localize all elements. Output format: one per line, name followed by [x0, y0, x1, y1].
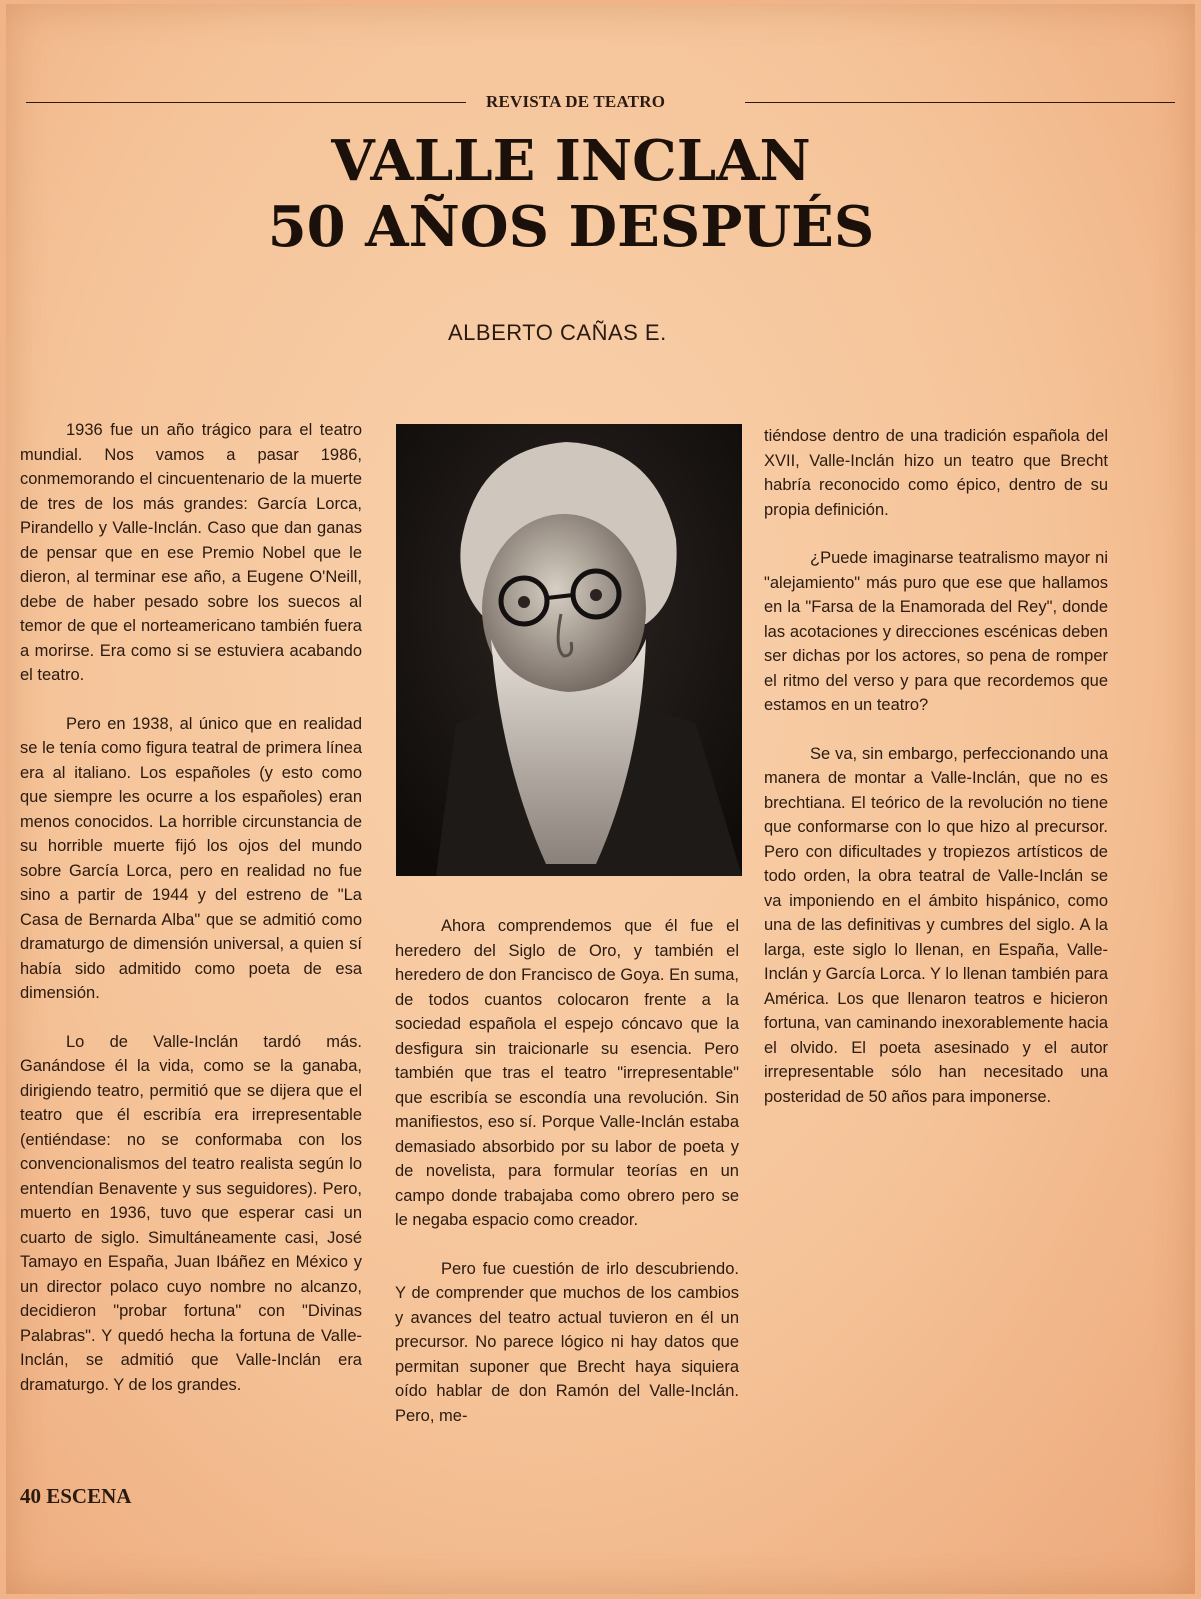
article-title-line-1: VALLE INCLAN — [331, 128, 811, 194]
text-column-3 — [764, 424, 1108, 1109]
portrait-illustration — [396, 424, 742, 876]
article-title-line-2: 50 AÑOS DESPUÉS — [267, 194, 875, 260]
paragraph: Se va, sin embargo, perfeccionando una manera de montar a Valle-Inclán, que no es brechtiana. El teórico de la revolución no tiene que conformarse con lo que hizo al precursor. Pero con dificultades y tropiezos artísticos de todo orden, la obra teatral de Valle-Inclán se va imponiendo en el ámbito hispánico, como una de las definitivas y cumbres del siglo. A la larga, este siglo lo llenan, en España, Valle-Inclán y García Lorca. Y lo llenan también para América. Los que llenaron teatros e hicieron fortuna, van caminando inexorablemente hacia el olvido. El poeta asesinado y el autor irrepresentable sólo han necesitado una posteridad de 50 años para imponerse. — [764, 744, 1108, 1106]
paragraph: ¿Puede imaginarse teatralismo mayor ni "alejamiento" más puro que ese que hallamos en la "Farsa de la Enamorada del Rey", donde las acotaciones y direcciones escénicas deben ser dichas por los actores, so pena de romper el ritmo del verso y para que recordemos que estamos en un teatro? — [764, 549, 1108, 714]
header-rule-right — [745, 102, 1175, 103]
magazine-page — [6, 4, 1195, 1594]
portrait-photo — [396, 424, 742, 876]
text-column-1 — [20, 418, 362, 1397]
paragraph: tiéndose dentro de una tradición española del XVII, Valle-Inclán hizo un teatro que Brecht habría reconocido como épico, dentro de su propia definición. — [764, 427, 1108, 519]
paragraph: Pero en 1938, al único que en realidad se le tenía como figura teatral de primera línea era al italiano. Los españoles (y esto como que siempre les ocurre a los españoles) eran menos conocidos. La horrible circunstancia de su horrible muerte fijó los ojos del mundo sobre García Lorca, pero en realidad no fue sino a partir de 1944 y del estreno de "La Casa de Bernarda Alba" que se admitió como dramaturgo de dimensión universal, a quien sí había sido admitido como poeta de esa dimensión. — [20, 714, 362, 1002]
page-footer: 40 ESCENA — [20, 1484, 132, 1508]
header-rule-left — [26, 102, 466, 103]
section-label: REVISTA DE TEATRO — [486, 92, 666, 111]
paragraph: 1936 fue un año trágico para el teatro mundial. Nos vamos a pasar 1986, conmemorando el cincuentenario de la muerte de tres de los más grandes: García Lorca, Pirandello y Valle-Inclán. Caso que dan ganas de pensar que en ese Premio Nobel que le dieron, al terminar ese año, a Eugene O'Neill, debe de haber pesado sobre los suecos al temor de que el norteamericano también fuera a morirse. Era como si se estuviera acabando el teatro. — [20, 421, 362, 684]
section-header — [26, 94, 1175, 110]
paragraph: Lo de Valle-Inclán tardó más. Ganándose él la vida, como se la ganaba, dirigiendo teatro, permitió que se dijera que el teatro que él escribía era irrepresentable (entiéndase: no se conformaba con los convencionalismos del teatro realista según lo entendían Benavente y sus seguidores). Pero, muerto en 1936, tuvo que esperar casi un cuarto de siglo. Simultáneamente casi, José Tamayo en España, Juan Ibáñez en México y un director polaco cuyo nombre no alcanzo, decidieron "probar fortuna" con "Divinas Palabras". Y quedó hecha la fortuna de Valle-Inclán, se admitió que Valle-Inclán era dramaturgo. Y de los grandes. — [20, 1032, 362, 1394]
paragraph: Ahora comprendemos que él fue el heredero del Siglo de Oro, y también el heredero de don Francisco de Goya. En suma, de todos cuantos colocaron frente a la sociedad española el espejo cóncavo que la desfigura sin traicionarle su esencia. Pero también que tras el teatro "irrepresentable" que escribía se escondía una revolución. Sin manifiestos, eso sí. Porque Valle-Inclán estaba demasiado absorbido por su labor de poeta y de novelista, para formular teorías en un campo donde trabajaba como obrero pero se le negaba espacio como creador. — [395, 917, 739, 1229]
text-column-2 — [395, 914, 739, 1428]
article-author: ALBERTO CAÑAS E. — [448, 320, 667, 345]
paragraph: Pero fue cuestión de irlo descubriendo. Y de comprender que muchos de los cambios y avances del teatro actual tuvieron en él un precursor. No parece lógico ni hay datos que permitan suponer que Brecht haya siquiera oído hablar de don Ramón del Valle-Inclán. Pero, me- — [395, 1259, 739, 1425]
